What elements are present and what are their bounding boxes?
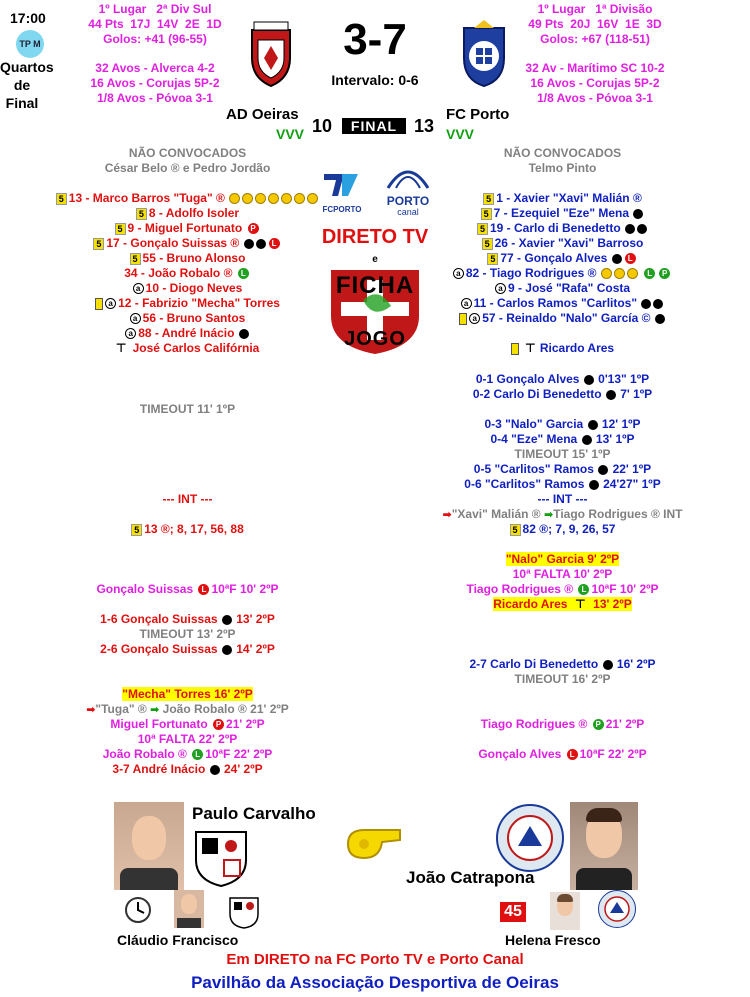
- coach-icon: ⊤: [574, 597, 586, 611]
- goal-icon: [294, 193, 305, 204]
- goal-icon: [584, 375, 594, 385]
- away-player-row: a 9 - José "Rafa" Costa: [375, 281, 750, 296]
- away-player-row: 5 26 - Xavier "Xavi" Barroso: [375, 236, 750, 251]
- goal-icon: [601, 268, 612, 279]
- tpm-logo: TP M: [16, 30, 44, 58]
- away-not-called: Telmo Pinto: [528, 161, 597, 175]
- home-player-row: 5 8 - Adolfo Isoler: [0, 206, 375, 221]
- home-player-row: 5 9 - Miguel Fortunato P: [0, 221, 375, 236]
- penalty-icon: P: [593, 719, 604, 730]
- home-event: 2-6 Gonçalo Suissas 14' 2ºP: [100, 642, 275, 656]
- home-event: TIMEOUT 13' 2ºP: [139, 627, 236, 641]
- goal-icon: [641, 299, 651, 309]
- whistle-icon: [342, 820, 408, 862]
- referee1-name: Paulo Carvalho: [192, 804, 316, 823]
- away-coach-row: ⊤ Ricardo Ares: [375, 341, 750, 356]
- away-event: "Nalo" Garcia 9' 2ºP: [505, 552, 620, 566]
- away-standing: 1º Lugar 1ª Divisão 49 Pts 20J 16V 1E 3D Golos: +67 (118-51): [528, 2, 662, 46]
- goal-icon: [653, 299, 663, 309]
- away-event: 0-1 Gonçalo Alves 0'13" 1ºP: [475, 372, 650, 386]
- goal-icon: [244, 239, 254, 249]
- referee2-association-logo: [496, 804, 564, 872]
- goal-icon: [222, 615, 232, 625]
- sub-icon: a: [105, 298, 116, 309]
- goal-icon: [606, 390, 616, 400]
- away-team-name: FC Porto: [446, 106, 510, 123]
- goal-icon: [281, 193, 292, 204]
- home-coach-row: ⊤ José Carlos Califórnia: [115, 341, 260, 355]
- away-fouls: 13: [414, 116, 435, 136]
- third-official-name: Helena Fresco: [505, 932, 601, 948]
- referee-badge-icon: [498, 806, 562, 870]
- final-score: 3-7: [343, 15, 407, 64]
- away-event: 2-7 Carlo Di Benedetto 16' 2ºP: [469, 657, 656, 671]
- penalty-icon: P: [248, 223, 259, 234]
- starter-icon: 5: [136, 208, 147, 220]
- home-event: Miguel Fortunato P 21' 2ºP: [110, 717, 265, 731]
- away-event: 0-4 "Eze" Mena 13' 1ºP: [490, 432, 635, 446]
- broadcast-info: Em DIRETO na FC Porto TV e Porto Canal: [226, 951, 524, 968]
- sub-icon: a: [469, 313, 480, 324]
- away-event: 10ª FALTA 10' 2ºP: [512, 567, 613, 581]
- away-player-row: a 57 - Reinaldo "Nalo" García ©: [375, 311, 750, 326]
- goal-icon: [256, 239, 266, 249]
- starter-icon: 5: [487, 253, 498, 265]
- porto-canal-logo: PORTO canal: [384, 162, 432, 218]
- goal-icon: [633, 209, 643, 219]
- goal-icon: [625, 224, 635, 234]
- ad-oeiras-crest-icon: [246, 18, 296, 88]
- coach-icon: ⊤: [524, 341, 536, 355]
- away-event: TIMEOUT 15' 1ºP: [514, 447, 611, 461]
- yellow-card-icon: [459, 313, 467, 325]
- away-player-row: 5 7 - Ezequiel "Eze" Mena: [375, 206, 750, 221]
- away-not-called-title: NÃO CONVOCADOS: [503, 146, 622, 160]
- sub-icon: a: [453, 268, 464, 279]
- goal-icon: [210, 765, 220, 775]
- referee2-photo: [570, 802, 638, 890]
- sub-out-icon: ➡: [86, 704, 96, 716]
- yellow-card-icon: [95, 298, 103, 310]
- foul-icon: L: [198, 584, 209, 595]
- away-player-row: a 82 - Tiago Rodrigues ® L P: [375, 266, 750, 281]
- home-player-row: a 56 - Bruno Santos: [0, 311, 375, 326]
- goal-icon: [637, 224, 647, 234]
- starter-icon: 5: [510, 524, 521, 536]
- timekeeper-name: Cláudio Francisco: [117, 932, 239, 948]
- match-status-badge: FINAL: [342, 118, 406, 134]
- away-cup-path: 32 Av - Marítimo SC 10-2 16 Avos - Corujas 5P-2 1/8 Avos - Póvoa 3-1: [525, 61, 665, 105]
- home-not-called: César Belo ® e Pedro Jordão: [104, 161, 271, 175]
- starter-icon: 5: [477, 223, 488, 235]
- goal-icon: [612, 254, 622, 264]
- starter-icon: 5: [130, 253, 141, 265]
- home-event: 3-7 André Inácio 24' 2ºP: [112, 762, 263, 776]
- stage-label: Quartos de Final: [0, 59, 54, 111]
- goal-icon: [229, 193, 240, 204]
- starter-icon: 5: [131, 524, 142, 536]
- home-player-row: 34 - João Robalo ® L: [0, 266, 375, 281]
- away-event: 0-3 "Nalo" Garcia 12' 1ºP: [484, 417, 641, 431]
- home-player-row: a 88 - André Inácio: [0, 326, 375, 341]
- sub-icon: a: [133, 283, 144, 294]
- referee-badge-icon: [599, 891, 635, 927]
- home-event: Gonçalo Suissas L 10ªF 10' 2ºP: [96, 582, 279, 596]
- home-form: VVV: [276, 126, 305, 142]
- referee-association-logo: [190, 826, 252, 888]
- sub-icon: a: [130, 313, 141, 324]
- halftime-score: Intervalo: 0-6: [331, 72, 419, 88]
- goal-icon: [655, 314, 665, 324]
- home-event: "Mecha" Torres 16' 2ºP: [122, 687, 253, 701]
- goal-icon: [598, 465, 608, 475]
- away-event: Tiago Rodrigues ® L 10ªF 10' 2ºP: [466, 582, 659, 596]
- foul-icon: L: [625, 253, 636, 264]
- goal-icon: [582, 435, 592, 445]
- home-event: --- INT ---: [162, 492, 213, 506]
- home-event: 1-6 Gonçalo Suissas 13' 2ºP: [100, 612, 275, 626]
- home-not-called-title: NÃO CONVOCADOS: [128, 146, 247, 160]
- clock-icon: [124, 896, 152, 924]
- foul-icon: L: [192, 749, 203, 760]
- home-player-row: 5 55 - Bruno Alonso: [0, 251, 375, 266]
- away-event: --- INT ---: [537, 492, 588, 506]
- away-event: 0-6 "Carlitos" Ramos 24'27" 1ºP: [464, 477, 661, 491]
- goal-icon: [589, 480, 599, 490]
- away-player-row: 5 77 - Gonçalo Alves L: [375, 251, 750, 266]
- home-player-row: a 10 - Diogo Neves: [0, 281, 375, 296]
- goal-icon: [239, 329, 249, 339]
- home-event: 10ª FALTA 22' 2ºP: [137, 732, 238, 746]
- away-event: 0-2 Carlo Di Benedetto 7' 1ºP: [472, 387, 653, 401]
- home-fouls: 10: [312, 116, 333, 136]
- goal-icon: [627, 268, 638, 279]
- goal-icon: [588, 420, 598, 430]
- foul-icon: L: [238, 268, 249, 279]
- third-official-logo: [598, 890, 636, 928]
- away-event: ➡"Xavi" Malián ® ➡Tiago Rodrigues ® INT: [442, 507, 683, 521]
- goal-icon: [255, 193, 266, 204]
- fc-porto-crest-icon: [456, 18, 512, 88]
- home-event: João Robalo ® L 10ªF 22' 2ºP: [102, 747, 273, 761]
- and-label: e: [372, 254, 378, 265]
- fcporto-tv-logo: FCPORTO: [318, 170, 366, 210]
- home-player-row: 5 17 - Gonçalo Suissas ® L: [0, 236, 375, 251]
- sub-icon: a: [495, 283, 506, 294]
- home-player-row: a 12 - Fabrizio "Mecha" Torres: [0, 296, 375, 311]
- starter-icon: 5: [483, 193, 494, 205]
- away-event: Gonçalo Alves L 10ªF 22' 2ºP: [478, 747, 647, 761]
- goal-icon: [222, 645, 232, 655]
- ficha-jogo-logo[interactable]: FICHA JOGO: [323, 266, 427, 356]
- goal-icon: [614, 268, 625, 279]
- penalty-icon: P: [213, 719, 224, 730]
- shot-clock-icon: 45: [500, 902, 526, 922]
- home-team-name: AD Oeiras: [226, 106, 299, 123]
- starter-icon: 5: [115, 223, 126, 235]
- home-cup-path: 32 Avos - Alverca 4-2 16 Avos - Corujas 5P-2 1/8 Avos - Póvoa 3-1: [90, 61, 220, 105]
- goal-icon: [603, 660, 613, 670]
- direto-tv-link[interactable]: DIRETO TV: [321, 226, 429, 248]
- away-event: Tiago Rodrigues ® P 21' 2ºP: [480, 717, 645, 731]
- foul-icon: L: [644, 268, 655, 279]
- sub-in-icon: ➡: [543, 509, 554, 521]
- home-player-row: 5 13 - Marco Barros "Tuga" ®: [0, 191, 375, 206]
- match-time: 17:00: [10, 10, 46, 26]
- foul-icon: L: [567, 749, 578, 760]
- starter-icon: 5: [93, 238, 104, 250]
- yellow-card-icon: [511, 343, 519, 355]
- away-event: Ricardo Ares ⊤ 13' 2ºP: [493, 597, 632, 611]
- home-event: TIMEOUT 11' 1ºP: [139, 402, 236, 416]
- sub-out-icon: ➡: [442, 509, 452, 521]
- away-player-row: 5 19 - Carlo di Benedetto: [375, 221, 750, 236]
- timekeeper-photo: [174, 890, 204, 928]
- foul-icon: L: [269, 238, 280, 249]
- foul-icon: L: [578, 584, 589, 595]
- referee2-name: João Catrapona: [406, 868, 535, 887]
- away-player-row: 5 1 - Xavier "Xavi" Malián ®: [375, 191, 750, 206]
- starter-icon: 5: [56, 193, 67, 205]
- starter-icon: 5: [482, 238, 493, 250]
- away-event: TIMEOUT 16' 2ºP: [514, 672, 611, 686]
- home-event: 5 13 ®; 8, 17, 56, 88: [0, 522, 375, 537]
- penalty-icon: P: [659, 268, 670, 279]
- home-standing: 1º Lugar 2ª Div Sul 44 Pts 17J 14V 2E 1D Golos: +41 (96-55): [88, 2, 222, 46]
- referee1-photo: [114, 802, 184, 890]
- goal-icon: [268, 193, 279, 204]
- referee-shield-icon: [190, 826, 252, 888]
- goal-icon: [307, 193, 318, 204]
- timekeeper-shield-icon: [226, 894, 262, 930]
- home-event: ➡"Tuga" ® ➡ João Robalo ® 21' 2ºP: [86, 702, 289, 716]
- sub-icon: a: [125, 328, 136, 339]
- starter-icon: 5: [481, 208, 492, 220]
- away-player-row: a 11 - Carlos Ramos "Carlitos": [375, 296, 750, 311]
- venue: Pavilhão da Associação Desportiva de Oeiras: [191, 973, 559, 992]
- sub-icon: a: [461, 298, 472, 309]
- coach-icon: ⊤: [115, 341, 127, 355]
- third-official-photo: [550, 892, 580, 930]
- away-form: VVV: [446, 126, 475, 142]
- away-event: 0-5 "Carlitos" Ramos 22' 1ºP: [473, 462, 652, 476]
- sub-in-icon: ➡: [150, 704, 160, 716]
- goal-icon: [242, 193, 253, 204]
- away-event: 5 82 ®; 7, 9, 26, 57: [375, 522, 750, 537]
